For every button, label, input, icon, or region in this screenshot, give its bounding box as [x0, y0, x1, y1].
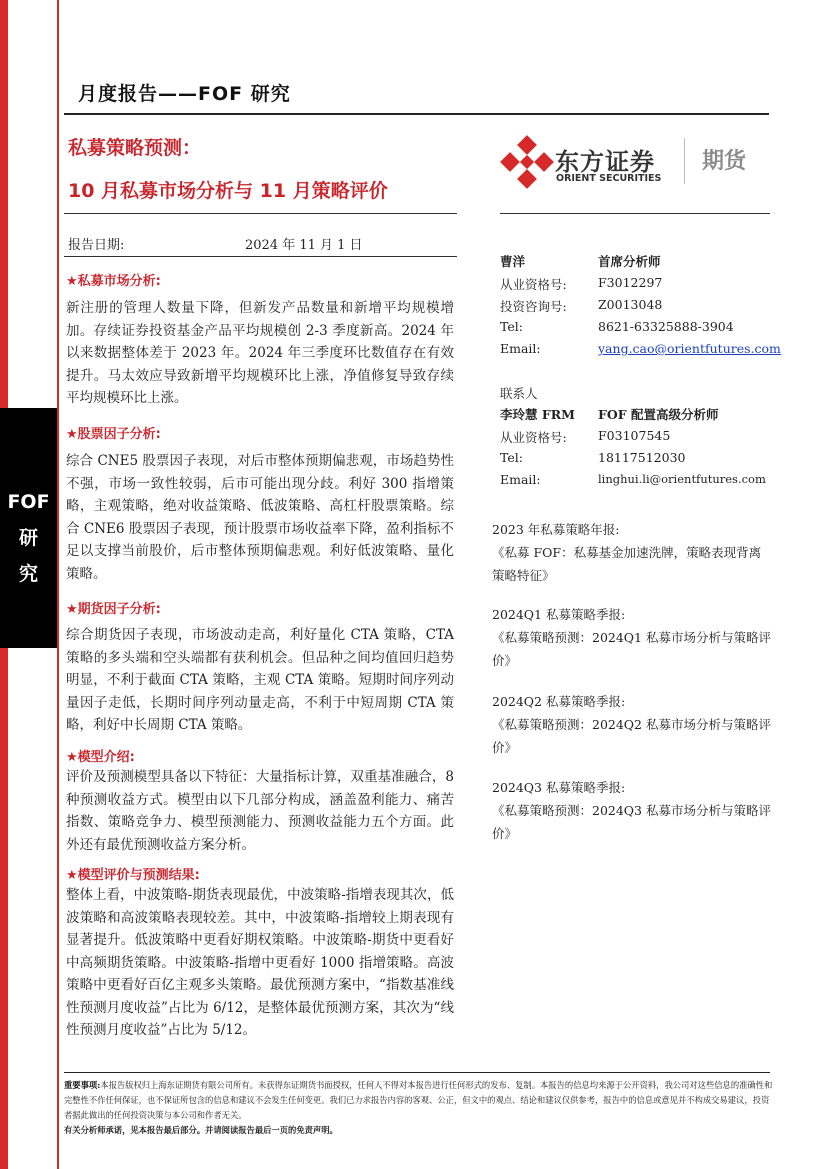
- section-heading: ★模型介绍:: [66, 750, 135, 765]
- analyst-field-label: Tel:: [500, 319, 523, 334]
- section-body: 综合 CNE5 股票因子表现，对后市整体预期偏悲观，市场趋势性不强，市场一致性较弱，后市可能出现分歧。利好 300 指增策略，主观策略，绝对收益策略、低波策略、高杠杆股票策略。综合 CNE6 股票因子表现，预计股票市场收益率下降，盈利指标不足以支撑当前股价，后市整体预期偏悲观。利好低波策略、量化策略。: [66, 453, 454, 582]
- analyst-name: 李玲慧 FRM: [500, 407, 575, 422]
- report-type-header: 月度报告——FOF 研究: [78, 83, 291, 105]
- sidebar-line: 研: [18, 527, 38, 549]
- report-date-label: 报告日期:: [68, 238, 125, 253]
- page-title-line2: 10 月私募市场分析与 11 月策略评价: [68, 180, 388, 202]
- related-report-title: 《私募策略预测：2024Q2 私募市场分析与策略评价》: [492, 717, 771, 755]
- related-report-title: 《私募策略预测：2024Q1 私募市场分析与策略评价》: [492, 630, 771, 668]
- page-title-line1: 私募策略预测：: [68, 137, 202, 159]
- related-report-heading: 2024Q3 私募策略季报:: [492, 780, 626, 795]
- left-margin-panel: [8, 0, 58, 408]
- analyst-field-label: 从业资格号:: [500, 430, 567, 445]
- analyst-field-label: Email:: [500, 341, 541, 356]
- related-report-heading: 2024Q1 私募策略季报:: [492, 607, 626, 622]
- company-logo: [497, 120, 772, 205]
- section-body: 评价及预测模型具备以下特征：大量指标计算，双重基准融合，8 种预测收益方式。模型由以下几部分构成，涵盖盈利能力、痛苦指数、策略竞争力、模型预测能力、预测收益能力五个方面。此外还有最优预测收益方案分析。: [66, 769, 454, 853]
- contact-label: 联系人: [500, 386, 538, 401]
- section-body: 整体上看，中波策略-期货表现最优，中波策略-指增表现其次，低波策略和高波策略表现较差。其中，中波策略-指增较上期表现有显著提升。低波策略中更看好期权策略。中波策略-期货中更看好中高频期货策略。中波策略-指增中更看好 1000 指增策略。高波策略中更看好百亿主观多头策略。最优预测方案中，“指数基准线性预测月度收益”占比为 6/12，是整体最优预测方案，其次为“线性预测月度收益”占比为 5/12。: [66, 887, 454, 1038]
- disclaimer-label: 重要事项:: [64, 1080, 101, 1090]
- logo-divider: [684, 138, 685, 184]
- related-report[interactable]: [492, 518, 772, 587]
- disclaimer-text: 本报告版权归上海东证期货有限公司所有。未获得东证期货书面授权，任何人不得对本报告进行任何形式的发布、复制。本报告的信息均来源于公开资料，我公司对这些信息的准确性和完整性不作任何保证，也不保证所包含的信息和建议不会发生任何变更。我们已力求报告内容的客观、公正，但文中的观点、结论和建议仅供参考，报告中的信息或意见并不构成交易建议，投资者据此做出的任何投资决策与本公司和作者无关。: [64, 1080, 773, 1120]
- related-report-heading: 2023 年私募策略年报:: [492, 522, 620, 537]
- analyst-field-value: F3012297: [598, 275, 663, 290]
- analyst-field-label: Email:: [500, 472, 541, 487]
- disclaimer-bold-line: 有关分析师承诺，见本报告最后部分。并请阅读报告最后一页的免责声明。: [64, 1125, 338, 1135]
- analyst-field-label: 投资咨询号:: [500, 299, 567, 314]
- disclaimer: [64, 1078, 774, 1138]
- analyst-field-value: Z0013048: [598, 297, 663, 312]
- logo-cn-name: 东方证券: [555, 148, 655, 176]
- section-heading: ★期货因子分析:: [66, 602, 161, 617]
- analyst-title: 首席分析师: [598, 254, 661, 269]
- analyst-field-value: linghui.li@orientfutures.com: [598, 472, 766, 486]
- related-report-heading: 2024Q2 私募策略季报:: [492, 694, 626, 709]
- section-heading: ★股票因子分析:: [66, 427, 161, 442]
- analyst-field-label: Tel:: [500, 450, 523, 465]
- logo-futures-text: 期货: [702, 149, 747, 174]
- logo-en-name: ORIENT SECURITIES: [556, 173, 662, 184]
- left-rule: [57, 0, 59, 1169]
- related-report[interactable]: [492, 776, 772, 845]
- related-report-title: 《私募 FOF：私募基金加速洗牌，策略表现背离策略特征》: [492, 545, 762, 583]
- section-heading: ★模型评价与预测结果:: [66, 868, 200, 883]
- related-report-title: 《私募策略预测：2024Q3 私募市场分析与策略评价》: [492, 803, 771, 841]
- section-body: 综合期货因子表现，市场波动走高，利好量化 CTA 策略，CTA 策略的多头端和空头端都有获利机会。但品种之间均值回归趋势明显，不利于截面 CTA 策略，主观 CTA 策略。短期时间序列动量因子走低，长期时间序列动量走高，不利于中短周期 CTA 策略，利好中长周期 CTA 策略。: [66, 627, 454, 733]
- title-rule-left: [64, 213, 457, 214]
- analyst-field-label: 从业资格号:: [500, 277, 567, 292]
- sidebar-category: [0, 408, 57, 648]
- analyst-title: FOF 配置高级分析师: [598, 407, 719, 422]
- analyst-email-link[interactable]: yang.cao@orientfutures.com: [598, 341, 781, 356]
- related-report[interactable]: [492, 690, 772, 759]
- section-heading: ★私募市场分析:: [66, 274, 161, 289]
- header-rule: [64, 113, 769, 115]
- related-report[interactable]: [492, 603, 772, 672]
- title-rule-right: [500, 213, 770, 214]
- footer-rule: [64, 1072, 770, 1073]
- section-body: 新注册的管理人数量下降，但新发产品数量和新增平均规模增加。存续证券投资基金产品平均规模创 2-3 季度新高。2024 年以来数据整体差于 2023 年。2024 年三季度环比数值存在有效提升。马太效应导致新增平均规模环比上涨，净值修复导致存续平均规模环比上涨。: [66, 300, 454, 406]
- analyst-field-value: 18117512030: [598, 450, 686, 465]
- sidebar-line: 究: [18, 563, 38, 585]
- sidebar-line: FOF: [7, 491, 50, 513]
- analyst-name: 曹洋: [500, 254, 526, 269]
- report-date-value: 2024 年 11 月 1 日: [245, 238, 363, 253]
- date-rule: [64, 256, 457, 257]
- analyst-field-value: 8621-63325888-3904: [598, 319, 734, 334]
- analyst-field-value: F03107545: [598, 428, 671, 443]
